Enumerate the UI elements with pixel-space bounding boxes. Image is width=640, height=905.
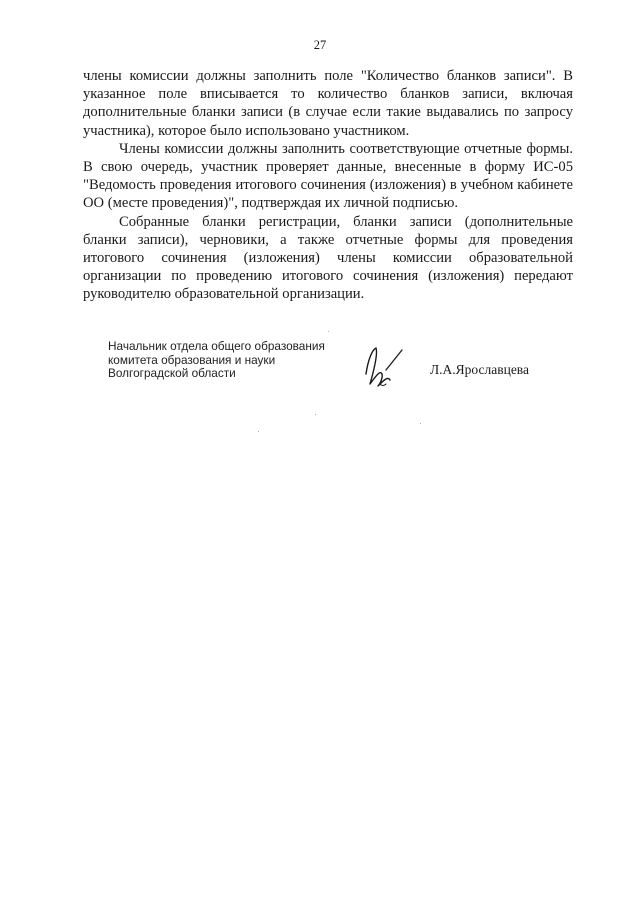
position-line-3: Волгоградской области	[108, 366, 236, 380]
signatory-name: Л.А.Ярославцева	[430, 362, 529, 377]
paragraph-2: Члены комиссии должны заполнить соответствующие отчетные формы. В свою очередь, участник проверяет данные, внесенные в форму ИС-05 "Ведомость проведения итогового сочинения (изложения) в учебном кабинете ОО (месте проведения)", подтверждая их личной подписью.	[83, 140, 573, 212]
handwritten-signature	[356, 340, 412, 396]
page-number: 27	[313, 38, 327, 52]
scan-speck	[315, 414, 316, 415]
scan-speck	[328, 331, 329, 332]
position-line-1: Начальник отдела общего образования	[108, 339, 325, 353]
paragraph-1: члены комиссии должны заполнить поле "Количество бланков записи". В указанное поле вписывается то количество бланков записи, включая дополнительные бланки записи (в случае если такие выдавались по запросу участника), которое было использовано участником.	[83, 68, 573, 139]
position-line-2: комитета образования и науки	[108, 352, 276, 367]
scan-speck	[258, 431, 259, 432]
signatory-position	[108, 340, 325, 381]
document-body	[83, 67, 573, 304]
signature-block	[108, 340, 548, 400]
scan-speck	[420, 423, 421, 424]
paragraph-3: Собранные бланки регистрации, бланки записи (дополнительные бланки записи), черновики, а также отчетные формы для проведения итогового сочинения (изложения) члены комиссии образовательной организации по проведению итогового сочинения (изложения) передают руководителю образовательной организации.	[83, 213, 573, 303]
